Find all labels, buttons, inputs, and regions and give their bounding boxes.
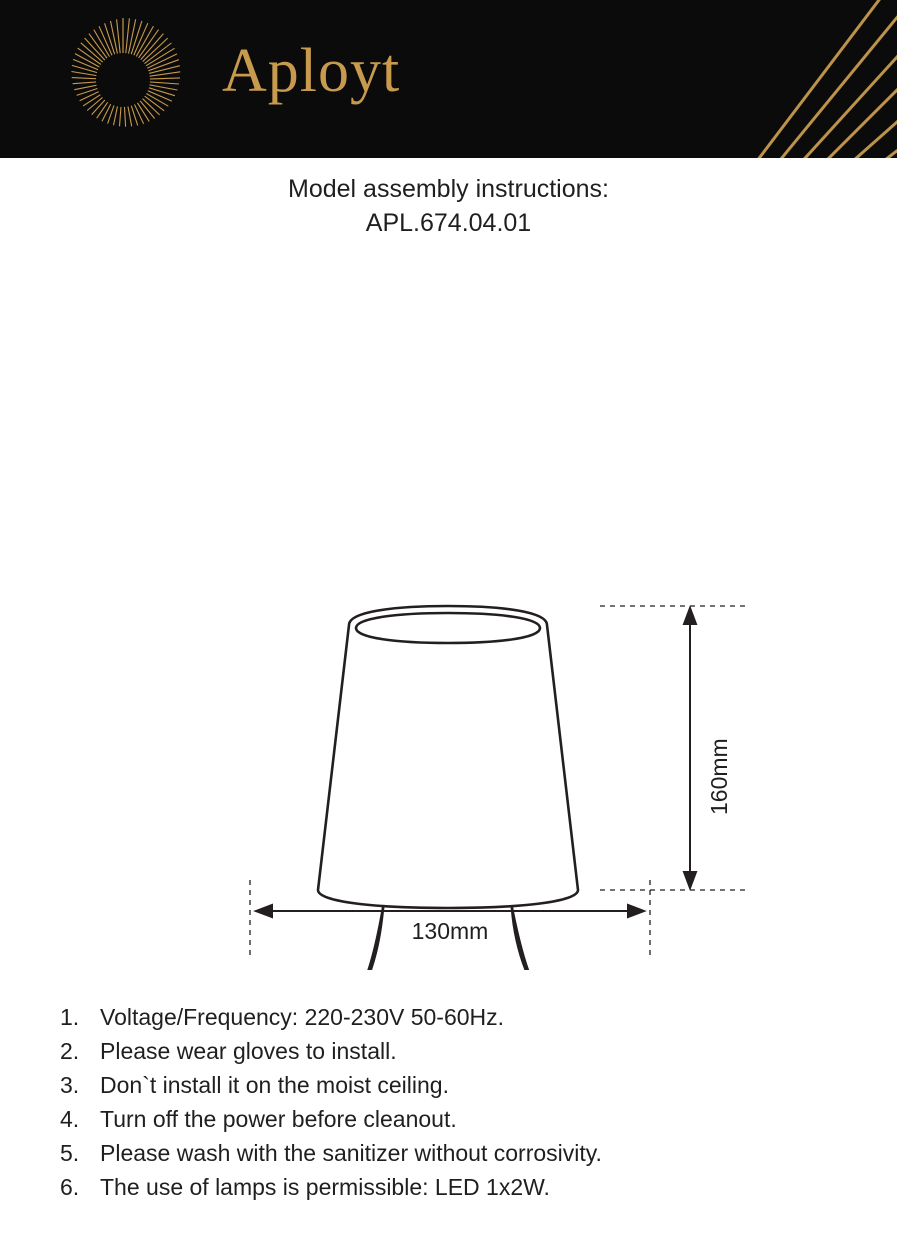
list-item-number: 1. <box>60 1004 80 1030</box>
list-item-number: 3. <box>60 1072 80 1098</box>
title-line-1: Model assembly instructions: <box>288 175 609 203</box>
list-item-text: Don`t install it on the moist ceiling. <box>100 1072 449 1098</box>
list-item <box>60 1102 860 1136</box>
table-lamp-outline-icon <box>0 280 897 970</box>
list-item-number: 4. <box>60 1106 80 1132</box>
radial-rays-decoration-icon <box>537 0 897 158</box>
instruction-list <box>60 1000 860 1204</box>
list-item-number: 6. <box>60 1174 80 1200</box>
height-dimension-label: 160mm <box>706 738 732 815</box>
list-item-number: 2. <box>60 1038 80 1064</box>
list-item <box>60 1000 860 1034</box>
title-line-2: APL.674.04.01 <box>365 209 532 237</box>
page-title <box>0 172 897 240</box>
width-dimension-label: 130mm <box>411 918 489 944</box>
sunburst-logo-icon <box>48 16 198 144</box>
product-dimension-diagram <box>0 280 897 970</box>
list-item-text: Please wash with the sanitizer without corrosivity. <box>100 1140 602 1166</box>
list-item-number: 5. <box>60 1140 80 1166</box>
list-item-text: The use of lamps is permissible: LED 1x2W. <box>100 1174 550 1200</box>
list-item <box>60 1068 860 1102</box>
list-item <box>60 1136 860 1170</box>
brand-wordmark: Aployt <box>222 37 401 105</box>
list-item <box>60 1034 860 1068</box>
list-item-text: Please wear gloves to install. <box>100 1038 397 1064</box>
list-item-text: Turn off the power before cleanout. <box>100 1106 457 1132</box>
list-item-text: Voltage/Frequency: 220-230V 50-60Hz. <box>100 1004 505 1030</box>
header-banner <box>0 0 897 158</box>
list-item <box>60 1170 860 1204</box>
